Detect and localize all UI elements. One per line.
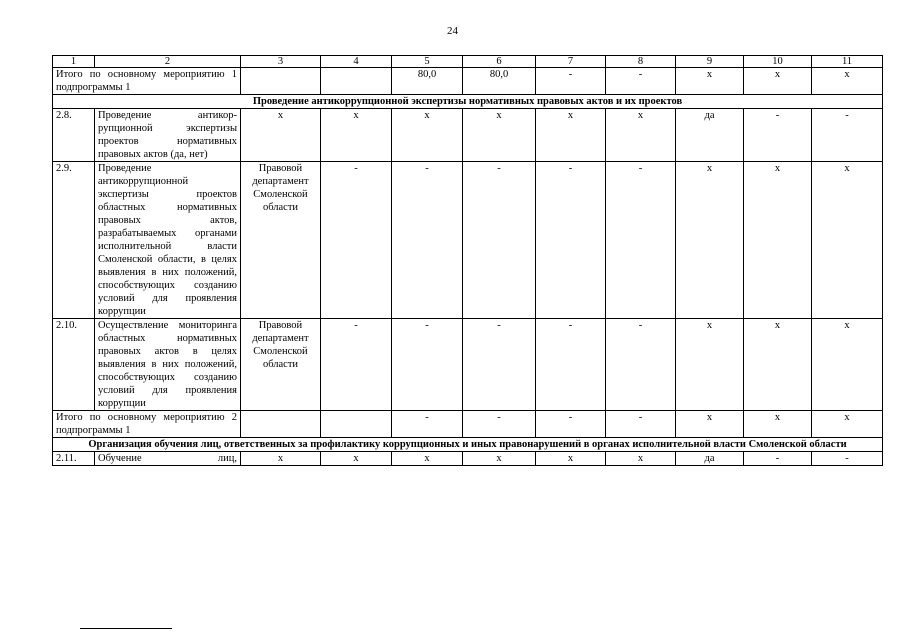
table-cell: 80,0	[392, 68, 463, 95]
row-number: 2.9.	[53, 162, 95, 319]
column-number: 7	[536, 56, 606, 68]
table-cell: х	[744, 68, 812, 95]
column-number: 2	[95, 56, 241, 68]
table-cell: х	[463, 109, 536, 162]
table-cell	[321, 68, 392, 95]
activity-name: Проведение антикор-рупционной экспертизы проектов нормативных правовых актов (да, нет)	[95, 109, 241, 162]
table-cell: -	[536, 162, 606, 319]
table-row	[53, 109, 883, 162]
column-number: 6	[463, 56, 536, 68]
table-cell: х	[676, 162, 744, 319]
column-number: 8	[606, 56, 676, 68]
section-row	[53, 95, 883, 109]
table-cell: -	[536, 68, 606, 95]
table-cell: -	[392, 411, 463, 438]
table-cell: -	[392, 319, 463, 411]
column-number: 10	[744, 56, 812, 68]
activity-name: Проведение антикоррупционной экспертизы проектов областных нормативных правовых актов, разрабатываемых органами исполнительной власти Смоленской области, в целях выявления в них положений, способствующих созданию условий для проявления коррупции	[95, 162, 241, 319]
table-cell: -	[392, 162, 463, 319]
table-cell: -	[606, 319, 676, 411]
table-cell: х	[463, 452, 536, 466]
activity-name: Осуществление мониторинга областных нормативных правовых актов в целях выявления в них положений, способствующих созданию условий для проявления коррупции	[95, 319, 241, 411]
table-cell: -	[606, 68, 676, 95]
table-cell: х	[392, 109, 463, 162]
section-row	[53, 438, 883, 452]
column-number-row	[53, 56, 883, 68]
table-cell: да	[676, 452, 744, 466]
table-cell: -	[321, 162, 392, 319]
row-number: 2.10.	[53, 319, 95, 411]
table-cell: х	[744, 319, 812, 411]
row-number: 2.11.	[53, 452, 95, 466]
table-cell: -	[606, 162, 676, 319]
table-cell: -	[321, 319, 392, 411]
table-cell: х	[606, 452, 676, 466]
table-row	[53, 162, 883, 319]
table-cell	[241, 411, 321, 438]
table-cell: х	[812, 411, 883, 438]
row-number: 2.8.	[53, 109, 95, 162]
table-cell: -	[463, 162, 536, 319]
table-cell: х	[744, 162, 812, 319]
table-cell: х	[676, 411, 744, 438]
column-number: 9	[676, 56, 744, 68]
activity-name: Обучение лиц,	[95, 452, 241, 466]
total-row	[53, 68, 883, 95]
page-number: 24	[447, 25, 458, 37]
table-cell: -	[812, 109, 883, 162]
table-cell: -	[812, 452, 883, 466]
table-cell: х	[812, 68, 883, 95]
table-cell: х	[676, 319, 744, 411]
executor: х	[241, 109, 321, 162]
footnote-separator	[80, 628, 172, 629]
total-label: Итого по основному мероприятию 1 подпрограммы 1	[53, 68, 241, 95]
column-number: 1	[53, 56, 95, 68]
table-cell: -	[744, 452, 812, 466]
executor: Правовой департамент Смоленской области	[241, 319, 321, 411]
table-cell: х	[812, 162, 883, 319]
column-number: 5	[392, 56, 463, 68]
table-cell: -	[536, 319, 606, 411]
table-cell: -	[744, 109, 812, 162]
total-row	[53, 411, 883, 438]
column-number: 3	[241, 56, 321, 68]
table-cell: -	[536, 411, 606, 438]
table-cell: да	[676, 109, 744, 162]
table-cell: х	[392, 452, 463, 466]
table-cell: х	[321, 452, 392, 466]
table-cell: х	[321, 109, 392, 162]
table-cell: х	[744, 411, 812, 438]
executor: х	[241, 452, 321, 466]
table-cell: -	[606, 411, 676, 438]
table-cell	[241, 68, 321, 95]
program-table	[52, 55, 883, 466]
table-cell: х	[536, 452, 606, 466]
section-heading: Организация обучения лиц, ответственных за профилактику коррупционных и иных правонарушений в органах исполнительной власти Смоленской области	[53, 438, 883, 452]
table-cell: -	[463, 319, 536, 411]
table-cell: 80,0	[463, 68, 536, 95]
section-heading: Проведение антикоррупционной экспертизы нормативных правовых актов и их проектов	[53, 95, 883, 109]
table-cell: х	[536, 109, 606, 162]
column-number: 4	[321, 56, 392, 68]
column-number: 11	[812, 56, 883, 68]
table-row	[53, 452, 883, 466]
table-cell: х	[676, 68, 744, 95]
total-label: Итого по основному мероприятию 2 подпрограммы 1	[53, 411, 241, 438]
table-cell: х	[606, 109, 676, 162]
executor: Правовой департамент Смоленской области	[241, 162, 321, 319]
table-cell: -	[463, 411, 536, 438]
table-cell	[321, 411, 392, 438]
table-cell: х	[812, 319, 883, 411]
table-row	[53, 319, 883, 411]
